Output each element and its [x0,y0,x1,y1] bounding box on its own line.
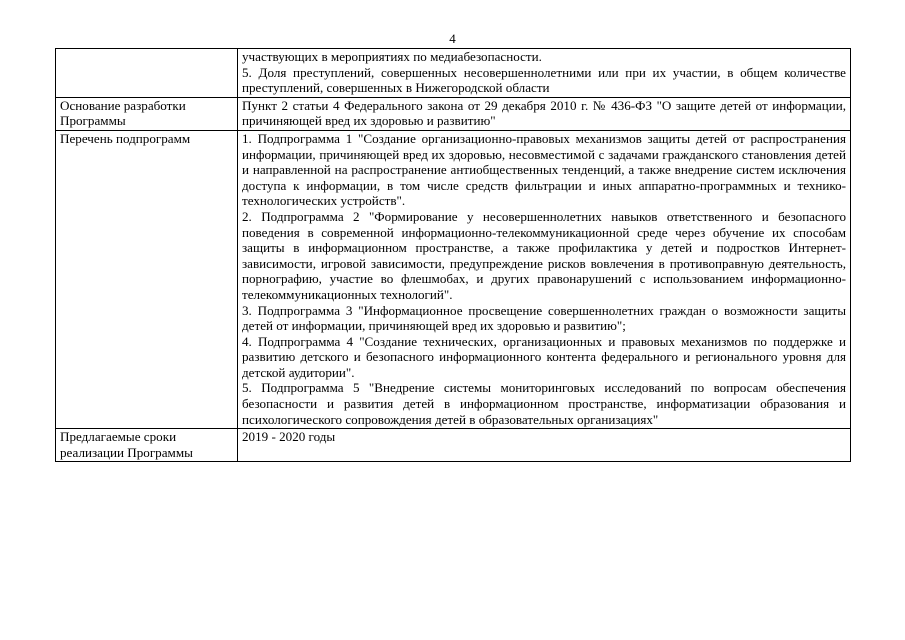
row-value [238,97,851,130]
table-row-subprograms [56,130,851,428]
row-label: Предлагаемые сроки реализации Программы [56,429,238,462]
paragraph: Пункт 2 статьи 4 Федерального закона от 29 декабря 2010 г. № 436-ФЗ "О защите детей от информации, причиняющей вред их здоровью и развитию" [242,97,846,129]
page-number: 4 [449,31,456,46]
paragraph: 2019 - 2020 годы [242,429,336,445]
row-value [238,429,851,462]
paragraph: 2. Подпрограмма 2 "Формирование у несовершеннолетних навыков ответственного и безопасного поведения в современной информационно-телекоммуникационной среде через обучение их способам защиты в информационном пространстве, а также профилактика у детей и подростков Интернет-зависимости, игровой зависимости, предупреждение рисков вовлечения в противоправную деятельность, порнографию, участие во флешмобах, и других правонарушений с использованием информационно-телекоммуникационных технологий". [242,208,846,302]
row-label: Основание разработки Программы [56,97,238,130]
table-row-basis [56,97,851,130]
row-value [238,49,851,98]
program-passport-table [55,48,851,462]
paragraph: участвующих в мероприятиях по медиабезопасности. [242,49,542,64]
row-label: Перечень подпрограмм [56,130,238,428]
paragraph: 5. Подпрограмма 5 "Внедрение системы мониторинговых исследований по вопросам обеспечения безопасности и развития детей в информационном пространстве, информатизации образования и психологического сопровождения детей в образовательных организациях" [242,380,846,427]
row-value [238,130,851,428]
row-label [56,49,238,98]
table-row-timeframe [56,429,851,462]
paragraph: 3. Подпрограмма 3 "Информационное просвещение совершеннолетних граждан о возможности защиты детей от информации, причиняющей вред их здоровью и развитию"; [242,302,846,334]
paragraph: 4. Подпрограмма 4 "Создание технических, организационных и правовых механизмов по поддержке и развитию детского и безопасного информационного контента федерального и регионального уровня для детской аудитории". [242,333,846,380]
paragraph: 5. Доля преступлений, совершенных несовершеннолетними или при их участии, в общем количестве преступлений, совершенных в Нижегородской области [242,64,846,96]
table-row-indicators-continued [56,49,851,98]
paragraph: 1. Подпрограмма 1 "Создание организационно-правовых механизмов защиты детей от распространения информации, причиняющей вред их здоровью, несовместимой с задачами гражданского становления детей и направленной на распространение антиобщественных тенденций, а также внедрение систем исключения доступа к информации, в том числе средств фильтрации и иных аппаратно-программных и технико-технологических устройств". [242,130,846,209]
